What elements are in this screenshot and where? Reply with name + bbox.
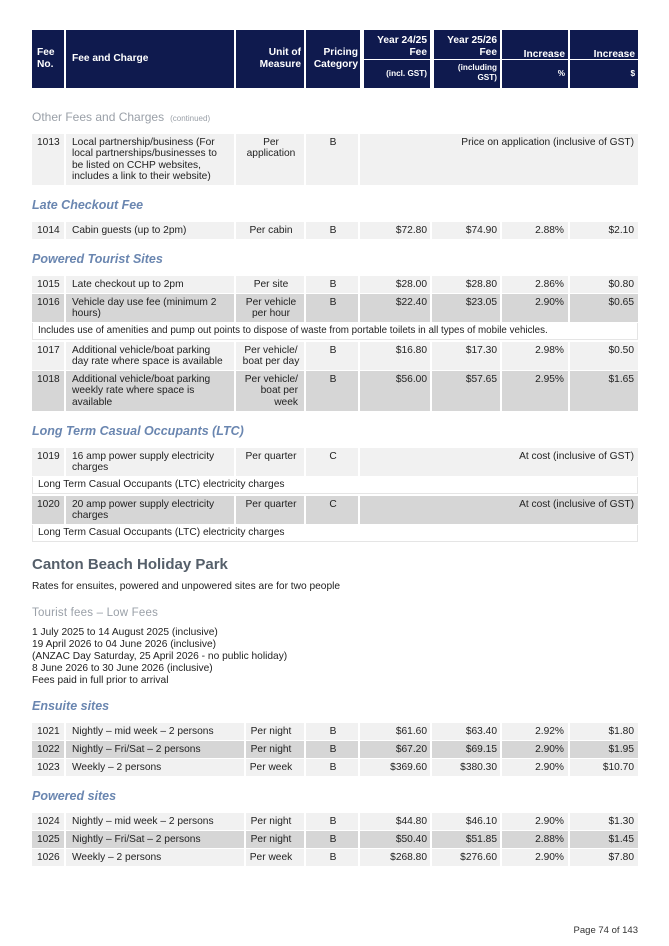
fee-category: B bbox=[329, 834, 337, 845]
fee-desc: Local partnership/business (For local partnerships/businesses to be listed on CCHP websites, includes a link to their website) bbox=[72, 137, 217, 183]
increase-pct: 2.90% bbox=[535, 297, 564, 308]
fee-desc: Additional vehicle/boat parking day rate where space is available bbox=[72, 345, 223, 368]
fee-unit: Per quarter bbox=[245, 451, 297, 462]
section-other-fees: Other Fees and Charges (continued) bbox=[32, 110, 211, 124]
fee-unit: Per week bbox=[249, 852, 293, 863]
fee-unit: Per week bbox=[249, 762, 293, 773]
table-row bbox=[32, 496, 638, 525]
fee-category: B bbox=[329, 279, 337, 290]
fee-span-text: At cost (inclusive of GST) bbox=[519, 451, 634, 462]
fee-2425: $369.60 bbox=[390, 762, 427, 773]
fee-no: 1013 bbox=[37, 137, 60, 148]
fee-no: 1019 bbox=[37, 451, 60, 462]
increase-pct: 2.90% bbox=[535, 744, 564, 755]
fee-unit: Per vehicle/ boat per day bbox=[242, 345, 300, 368]
fee-no: 1018 bbox=[37, 374, 60, 385]
fee-category: B bbox=[329, 816, 337, 827]
fee-desc: Nightly – Fri/Sat – 2 persons bbox=[72, 834, 201, 845]
increase-pct: 2.86% bbox=[535, 279, 564, 290]
header-year-2526: Year 25/26 Fee (including GST) bbox=[434, 30, 500, 88]
section-canton-beach: Canton Beach Holiday Park bbox=[32, 556, 228, 573]
table-row bbox=[32, 342, 638, 371]
fee-2526: $63.40 bbox=[465, 726, 497, 737]
fee-2526: $17.30 bbox=[465, 345, 497, 356]
fee-no: 1026 bbox=[37, 852, 60, 863]
table-row bbox=[32, 134, 638, 186]
fee-2425: $22.40 bbox=[395, 297, 427, 308]
header-year-2425: Year 24/25 Fee (incl. GST) bbox=[364, 30, 430, 88]
fee-no: 1022 bbox=[37, 744, 60, 755]
section-late-checkout: Late Checkout Fee bbox=[32, 198, 144, 212]
fee-category: B bbox=[329, 852, 337, 863]
fee-desc: Nightly – Fri/Sat – 2 persons bbox=[72, 744, 201, 755]
table-row bbox=[32, 371, 638, 412]
row-note: Long Term Casual Occupants (LTC) electricity charges bbox=[32, 477, 638, 494]
table-header bbox=[32, 30, 638, 88]
fee-unit: Per night bbox=[250, 744, 292, 755]
increase-pct: 2.98% bbox=[535, 345, 564, 356]
fee-no: 1020 bbox=[37, 499, 60, 510]
increase-dollar: $0.65 bbox=[608, 297, 634, 308]
fee-2526: $28.80 bbox=[465, 279, 497, 290]
fee-desc: 20 amp power supply electricity charges bbox=[72, 499, 215, 522]
table-row bbox=[32, 222, 638, 240]
increase-pct: 2.95% bbox=[535, 374, 564, 385]
increase-dollar: $7.80 bbox=[608, 852, 634, 863]
fee-no: 1025 bbox=[37, 834, 60, 845]
section-low-fees: Tourist fees – Low Fees bbox=[32, 607, 159, 619]
fee-no: 1024 bbox=[37, 816, 60, 827]
fee-category: B bbox=[329, 345, 337, 356]
fee-desc: Vehicle day use fee (minimum 2 hours) bbox=[72, 297, 217, 320]
section-powered-tourist: Powered Tourist Sites bbox=[32, 252, 163, 266]
page-content bbox=[32, 30, 638, 867]
header-fee-no: Fee No. bbox=[32, 30, 64, 88]
table-row bbox=[32, 294, 638, 323]
fee-2526: $74.90 bbox=[465, 225, 497, 236]
increase-dollar: $10.70 bbox=[602, 762, 634, 773]
fee-no: 1015 bbox=[37, 279, 60, 290]
fee-2425: $50.40 bbox=[395, 834, 427, 845]
fee-desc: Nightly – mid week – 2 persons bbox=[72, 816, 214, 827]
fee-2425: $67.20 bbox=[395, 744, 427, 755]
increase-dollar: $0.50 bbox=[608, 345, 634, 356]
fee-no: 1017 bbox=[37, 345, 60, 356]
fee-span-text: Price on application (inclusive of GST) bbox=[461, 137, 634, 148]
fee-desc: Weekly – 2 persons bbox=[72, 762, 162, 773]
increase-dollar: $1.30 bbox=[608, 816, 634, 827]
fee-2526: $23.05 bbox=[465, 297, 497, 308]
fee-unit: Per cabin bbox=[249, 225, 293, 236]
table-row bbox=[32, 759, 638, 777]
fee-no: 1016 bbox=[37, 297, 60, 308]
fee-category: B bbox=[329, 137, 337, 148]
increase-dollar: $1.95 bbox=[608, 744, 634, 755]
fee-category: B bbox=[329, 744, 337, 755]
fee-category: B bbox=[329, 225, 337, 236]
fee-2526: $276.60 bbox=[460, 852, 497, 863]
row-note: Includes use of amenities and pump out points to dispose of waste from portable toilets in all types of mobile vehicles. bbox=[32, 323, 638, 340]
fee-category: B bbox=[329, 297, 337, 308]
table-row bbox=[32, 831, 638, 849]
fee-category: C bbox=[329, 499, 337, 510]
table-row bbox=[32, 723, 638, 741]
increase-dollar: $2.10 bbox=[608, 225, 634, 236]
increase-pct: 2.90% bbox=[535, 852, 564, 863]
increase-dollar: $0.80 bbox=[608, 279, 634, 290]
fee-2526: $57.65 bbox=[465, 374, 497, 385]
fee-2425: $16.80 bbox=[395, 345, 427, 356]
section-ltc: Long Term Casual Occupants (LTC) bbox=[32, 424, 244, 438]
fee-no: 1023 bbox=[37, 762, 60, 773]
fee-span-text: At cost (inclusive of GST) bbox=[519, 499, 634, 510]
table-row bbox=[32, 813, 638, 831]
header-pricing: Pricing Category bbox=[306, 30, 360, 88]
row-note: Long Term Casual Occupants (LTC) electricity charges bbox=[32, 525, 638, 542]
fee-category: B bbox=[329, 762, 337, 773]
fee-category: B bbox=[329, 374, 337, 385]
fee-unit: Per application bbox=[246, 137, 296, 160]
increase-dollar: $1.45 bbox=[608, 834, 634, 845]
canton-note: Rates for ensuites, powered and unpowered sites are for two people bbox=[32, 581, 341, 592]
fee-2526: $69.15 bbox=[465, 744, 497, 755]
increase-pct: 2.88% bbox=[535, 834, 564, 845]
header-unit: Unit of Measure bbox=[236, 30, 304, 88]
page-number: Page 74 of 143 bbox=[573, 925, 638, 936]
fee-desc: Late checkout up to 2pm bbox=[72, 279, 184, 290]
increase-pct: 2.90% bbox=[535, 816, 564, 827]
increase-pct: 2.88% bbox=[535, 225, 564, 236]
fee-desc: Nightly – mid week – 2 persons bbox=[72, 726, 214, 737]
fee-2526: $51.85 bbox=[465, 834, 497, 845]
fee-2425: $61.60 bbox=[395, 726, 427, 737]
fee-2425: $72.80 bbox=[395, 225, 427, 236]
fee-unit: Per vehicle per hour bbox=[245, 297, 297, 320]
header-increase-dollar: Increase $ bbox=[570, 30, 638, 88]
fee-2425: $56.00 bbox=[395, 374, 427, 385]
header-increase-pct: Increase % bbox=[502, 30, 568, 88]
section-ensuite: Ensuite sites bbox=[32, 699, 110, 713]
fee-2425: $268.80 bbox=[390, 852, 427, 863]
fee-2526: $46.10 bbox=[465, 816, 497, 827]
fee-2425: $28.00 bbox=[395, 279, 427, 290]
increase-dollar: $1.80 bbox=[608, 726, 634, 737]
increase-pct: 2.92% bbox=[535, 726, 564, 737]
fee-desc: Additional vehicle/boat parking weekly rate where space is available bbox=[72, 374, 211, 408]
fee-unit: Per quarter bbox=[245, 499, 297, 510]
table-row bbox=[32, 276, 638, 294]
fee-unit: Per night bbox=[250, 816, 292, 827]
section-powered: Powered sites bbox=[32, 789, 117, 803]
increase-pct: 2.90% bbox=[535, 762, 564, 773]
fee-unit: Per vehicle/ boat per week bbox=[244, 374, 298, 408]
fee-2526: $380.30 bbox=[460, 762, 497, 773]
fee-category: B bbox=[329, 726, 337, 737]
fee-unit: Per night bbox=[250, 834, 292, 845]
fee-desc: Weekly – 2 persons bbox=[72, 852, 162, 863]
date-list: 1 July 2025 to 14 August 2025 (inclusive) 19 April 2026 to 04 June 2026 (inclusive) (ANZAC Day Saturday, 25 April 2026 - no public holiday) 8 June 2026 to 30 June 2026 (inclusive) Fees paid in full prior to arrival bbox=[32, 627, 288, 686]
table-row bbox=[32, 741, 638, 759]
fee-unit: Per site bbox=[253, 279, 289, 290]
fee-desc: 16 amp power supply electricity charges bbox=[72, 451, 215, 474]
fee-unit: Per night bbox=[250, 726, 292, 737]
header-fee-charge: Fee and Charge bbox=[66, 30, 234, 88]
table-row bbox=[32, 849, 638, 867]
fee-2425: $44.80 bbox=[395, 816, 427, 827]
fee-category: C bbox=[329, 451, 337, 462]
fee-no: 1021 bbox=[37, 726, 60, 737]
fee-no: 1014 bbox=[37, 225, 60, 236]
table-row bbox=[32, 448, 638, 477]
increase-dollar: $1.65 bbox=[608, 374, 634, 385]
fee-desc: Cabin guests (up to 2pm) bbox=[72, 225, 187, 236]
